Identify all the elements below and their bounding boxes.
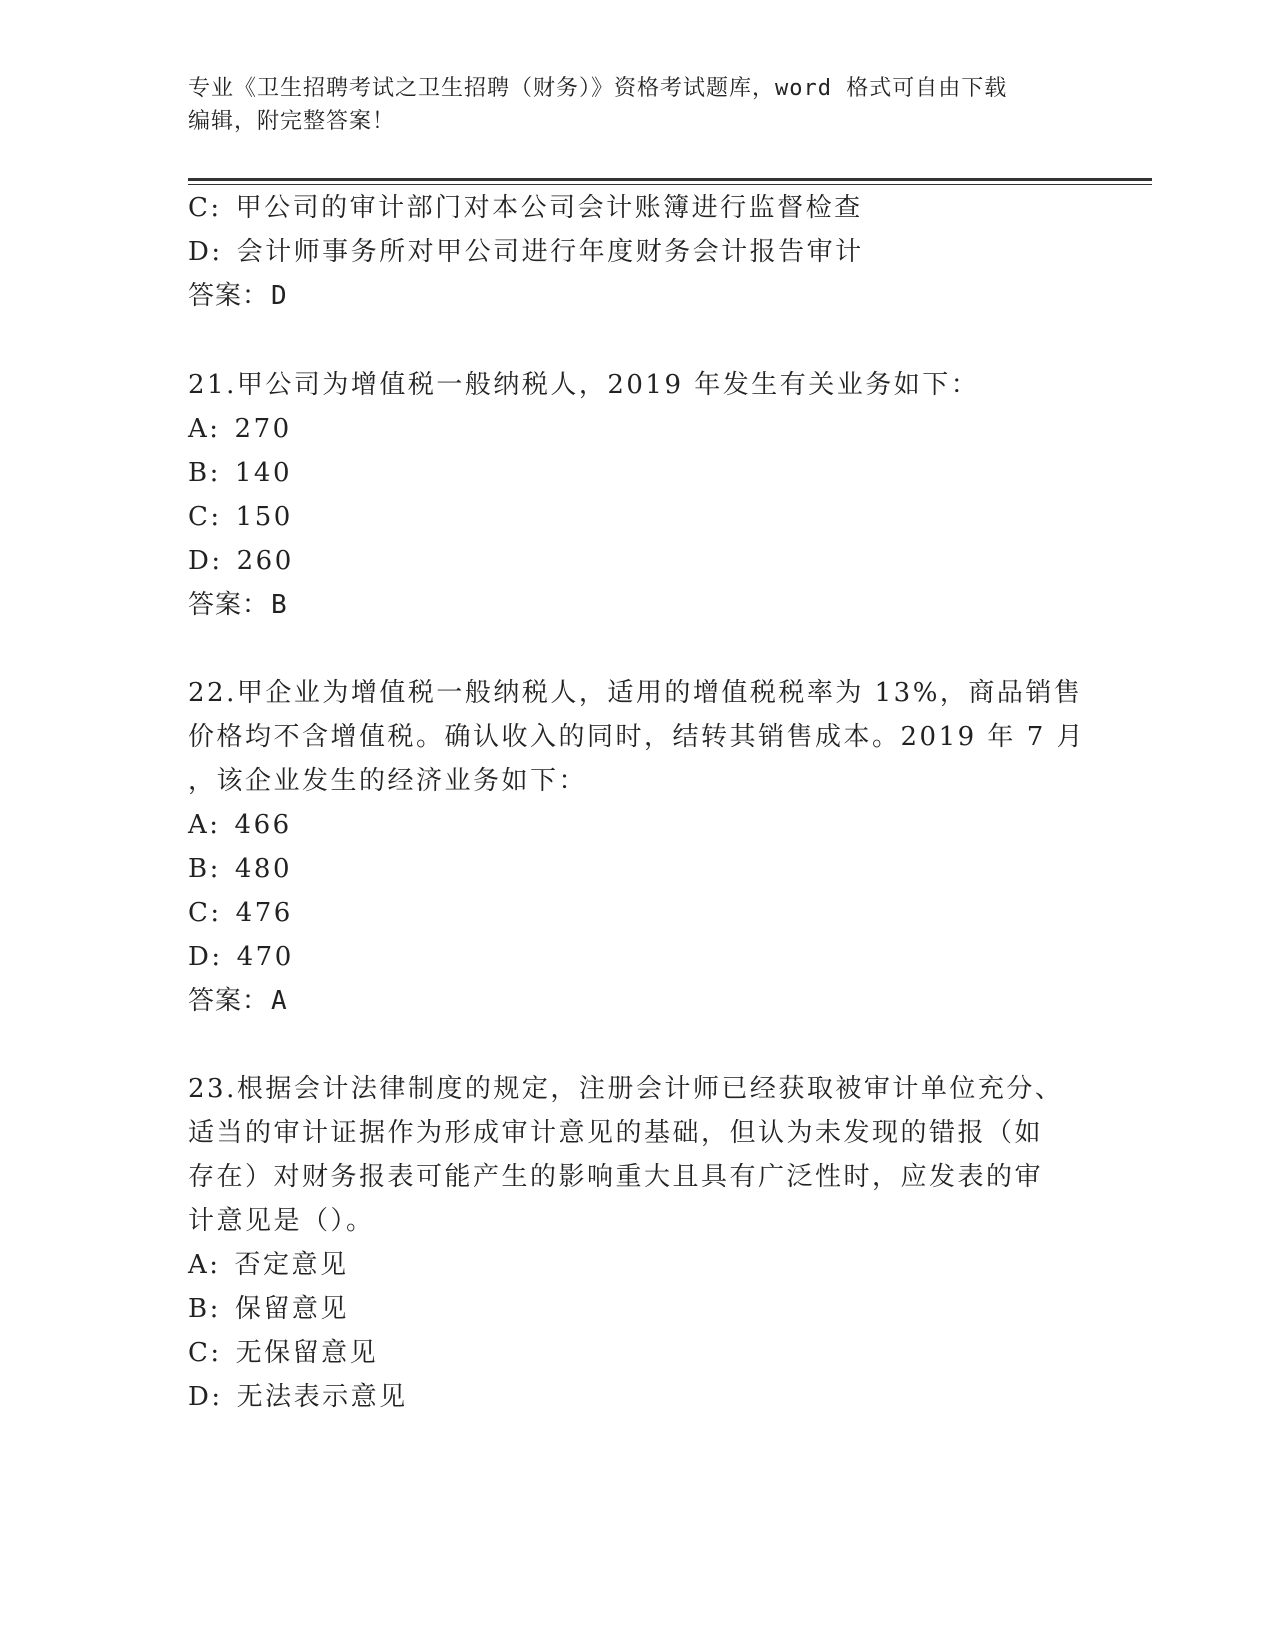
q22-stem-line-1: 22.甲企业为增值税一般纳税人，适用的增值税税率为 13%，商品销售: [188, 678, 1083, 708]
answer-label: 答案：: [188, 590, 270, 620]
option-letter: D:: [188, 942, 223, 972]
option-letter: B:: [188, 458, 221, 488]
q23-option-c: [188, 1330, 378, 1376]
option-letter: D:: [188, 1382, 223, 1412]
option-text: 466: [234, 810, 292, 840]
q22-stem-line-2: 价格均不含增值税。确认收入的同时，结转其销售成本。2019 年 7 月: [188, 722, 1086, 752]
q22-answer: [188, 978, 288, 1024]
option-text: 270: [234, 414, 292, 444]
option-letter: C:: [188, 898, 222, 928]
header-divider-thick: [188, 178, 1152, 181]
answer-value: A: [271, 986, 288, 1016]
q23-stem-line-1: 23.根据会计法律制度的规定，注册会计师已经获取被审计单位充分、: [188, 1074, 1064, 1104]
q23-option-d: [188, 1374, 408, 1420]
q23-option-b: [188, 1286, 349, 1332]
option-text: 150: [235, 502, 293, 532]
option-letter: A:: [188, 810, 221, 840]
option-text: 甲公司的审计部门对本公司会计账簿进行监督检查: [235, 193, 863, 223]
option-text: 无法表示意见: [236, 1382, 408, 1412]
q21-option-a: [188, 406, 292, 452]
option-letter: D:: [188, 546, 223, 576]
document-header: [188, 72, 1088, 138]
q23-stem-line-3: 存在）对财务报表可能产生的影响重大且具有广泛性时，应发表的审: [188, 1162, 1044, 1192]
prev-answer: [188, 273, 288, 319]
option-text: 140: [234, 458, 293, 488]
q23-stem-line-2: 适当的审计证据作为形成审计意见的基础，但认为未发现的错报（如: [188, 1118, 1044, 1148]
header-line-2: 编辑，附完整答案！: [188, 109, 396, 134]
option-text: 会计师事务所对甲公司进行年度财务会计报告审计: [236, 237, 864, 267]
q21-option-b: [188, 450, 292, 496]
answer-value: D: [271, 281, 288, 311]
option-letter: B:: [188, 1294, 221, 1324]
q22-option-b: [188, 846, 292, 892]
prev-option-c: [188, 185, 863, 231]
option-text: 260: [236, 546, 294, 576]
q21-stem-line-1: 21.甲公司为增值税一般纳税人，2019 年发生有关业务如下：: [188, 370, 980, 400]
option-letter: D:: [188, 237, 223, 267]
option-letter: A:: [188, 414, 221, 444]
option-text: 保留意见: [234, 1294, 349, 1324]
option-text: 无保留意见: [235, 1338, 379, 1368]
q22-stem-line-3: ，该企业发生的经济业务如下：: [188, 766, 588, 796]
option-letter: A:: [188, 1250, 221, 1280]
option-text: 470: [236, 942, 294, 972]
q21-option-c: [188, 494, 293, 540]
option-letter: C:: [188, 193, 222, 223]
q22-option-c: [188, 890, 293, 936]
answer-label: 答案：: [188, 281, 270, 311]
option-text: 476: [235, 898, 293, 928]
q21-answer: [188, 582, 288, 628]
prev-option-d: [188, 229, 864, 275]
option-letter: C:: [188, 1338, 222, 1368]
q23-option-a: [188, 1242, 349, 1288]
answer-label: 答案：: [188, 986, 270, 1016]
q22-option-a: [188, 802, 292, 848]
option-text: 否定意见: [234, 1250, 349, 1280]
header-line-1: 专业《卫生招聘考试之卫生招聘（财务）》资格考试题库，word 格式可自由下载: [188, 76, 1008, 101]
option-letter: B:: [188, 854, 221, 884]
option-letter: C:: [188, 502, 222, 532]
option-text: 480: [234, 854, 293, 884]
q23-stem-line-4: 计意见是（）。: [188, 1206, 375, 1236]
answer-value: B: [271, 590, 288, 620]
q21-option-d: [188, 538, 294, 584]
q22-option-d: [188, 934, 294, 980]
